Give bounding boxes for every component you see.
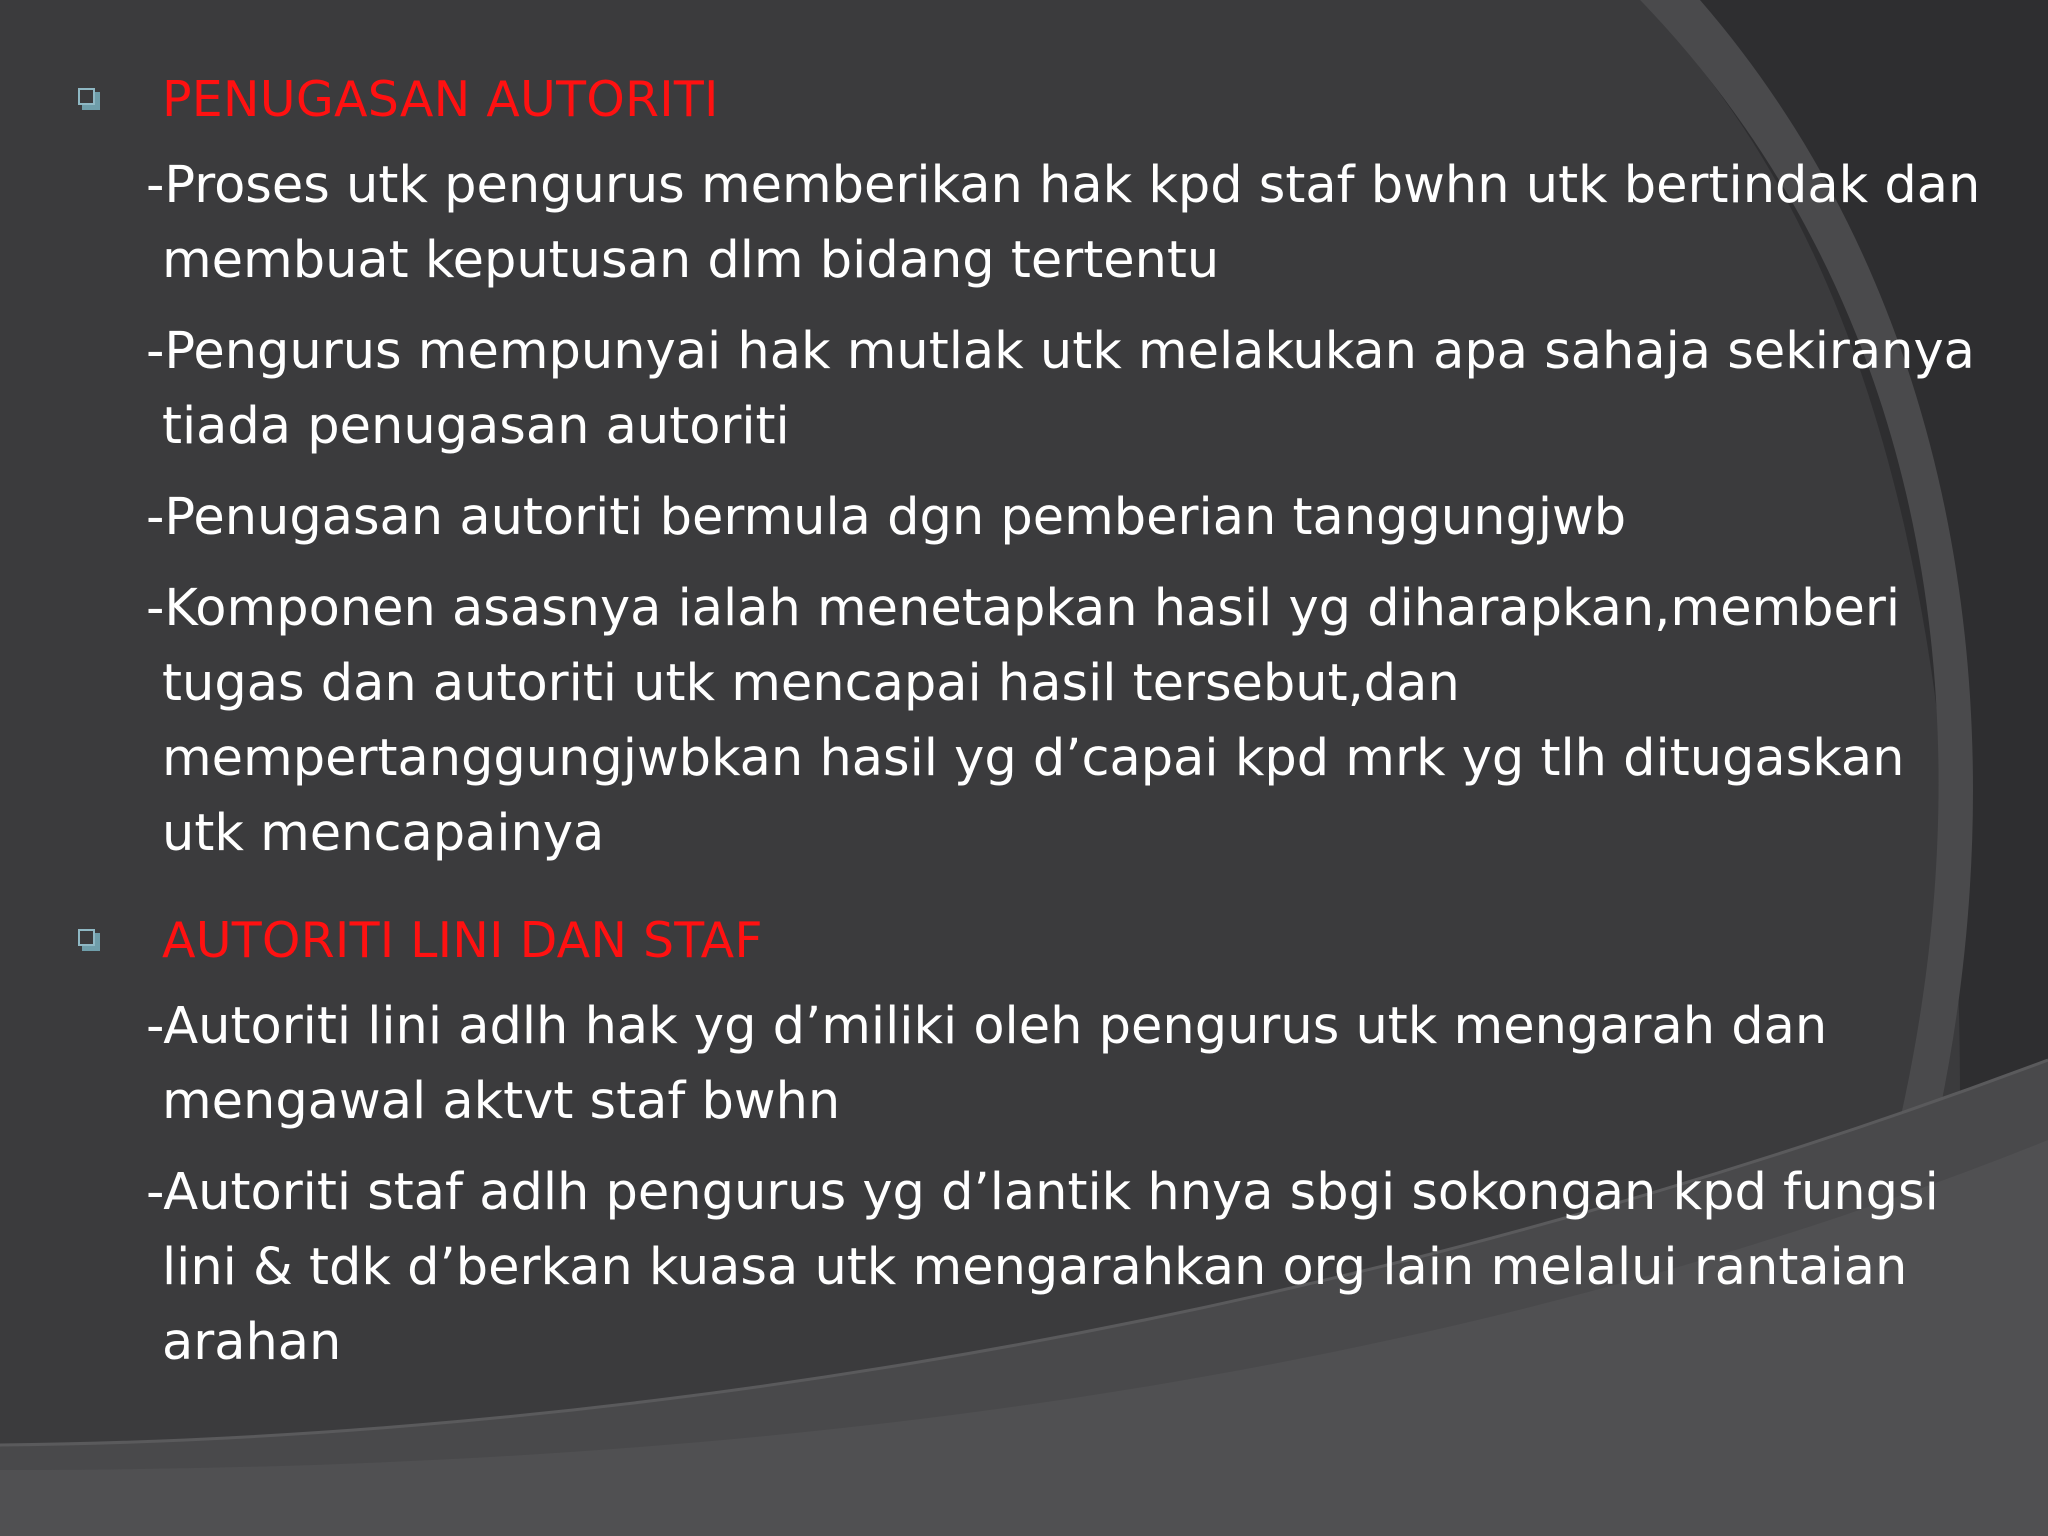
bullet-point: -Komponen asasnya ialah menetapkan hasil yg diharapkan,memberi tugas dan autoriti utk mencapai hasil tersebut,dan mempertanggungjwbkan hasil yg d’capai kpd mrk yg tlh ditugaskan utk mencapainya [146, 579, 1905, 863]
slide-content [78, 62, 1998, 1396]
section-heading: PENUGASAN AUTORITI [162, 70, 719, 128]
square-checkbox-icon [78, 929, 100, 951]
bullet-point: -Autoriti staf adlh pengurus yg d’lantik hnya sbgi sokongan kpd fungsi lini & tdk d’berkan kuasa utk mengarahkan org lain melalui rantaian arahan [146, 1163, 1939, 1372]
section-heading: AUTORITI LINI DAN STAF [162, 911, 763, 969]
bullet-point: -Penugasan autoriti bermula dgn pemberian tanggungjwb [146, 488, 1627, 547]
bullet-point: -Proses utk pengurus memberikan hak kpd staf bwhn utk bertindak dan membuat keputusan dlm bidang tertentu [146, 156, 1981, 290]
section-heading-row [78, 903, 1998, 977]
section-heading-row [78, 62, 1998, 136]
bullet-point: -Autoriti lini adlh hak yg d’miliki oleh pengurus utk mengarah dan mengawal aktvt staf bwhn [146, 997, 1828, 1131]
square-checkbox-icon [78, 88, 100, 110]
bullet-point: -Pengurus mempunyai hak mutlak utk melakukan apa sahaja sekiranya tiada penugasan autoriti [146, 322, 1975, 456]
